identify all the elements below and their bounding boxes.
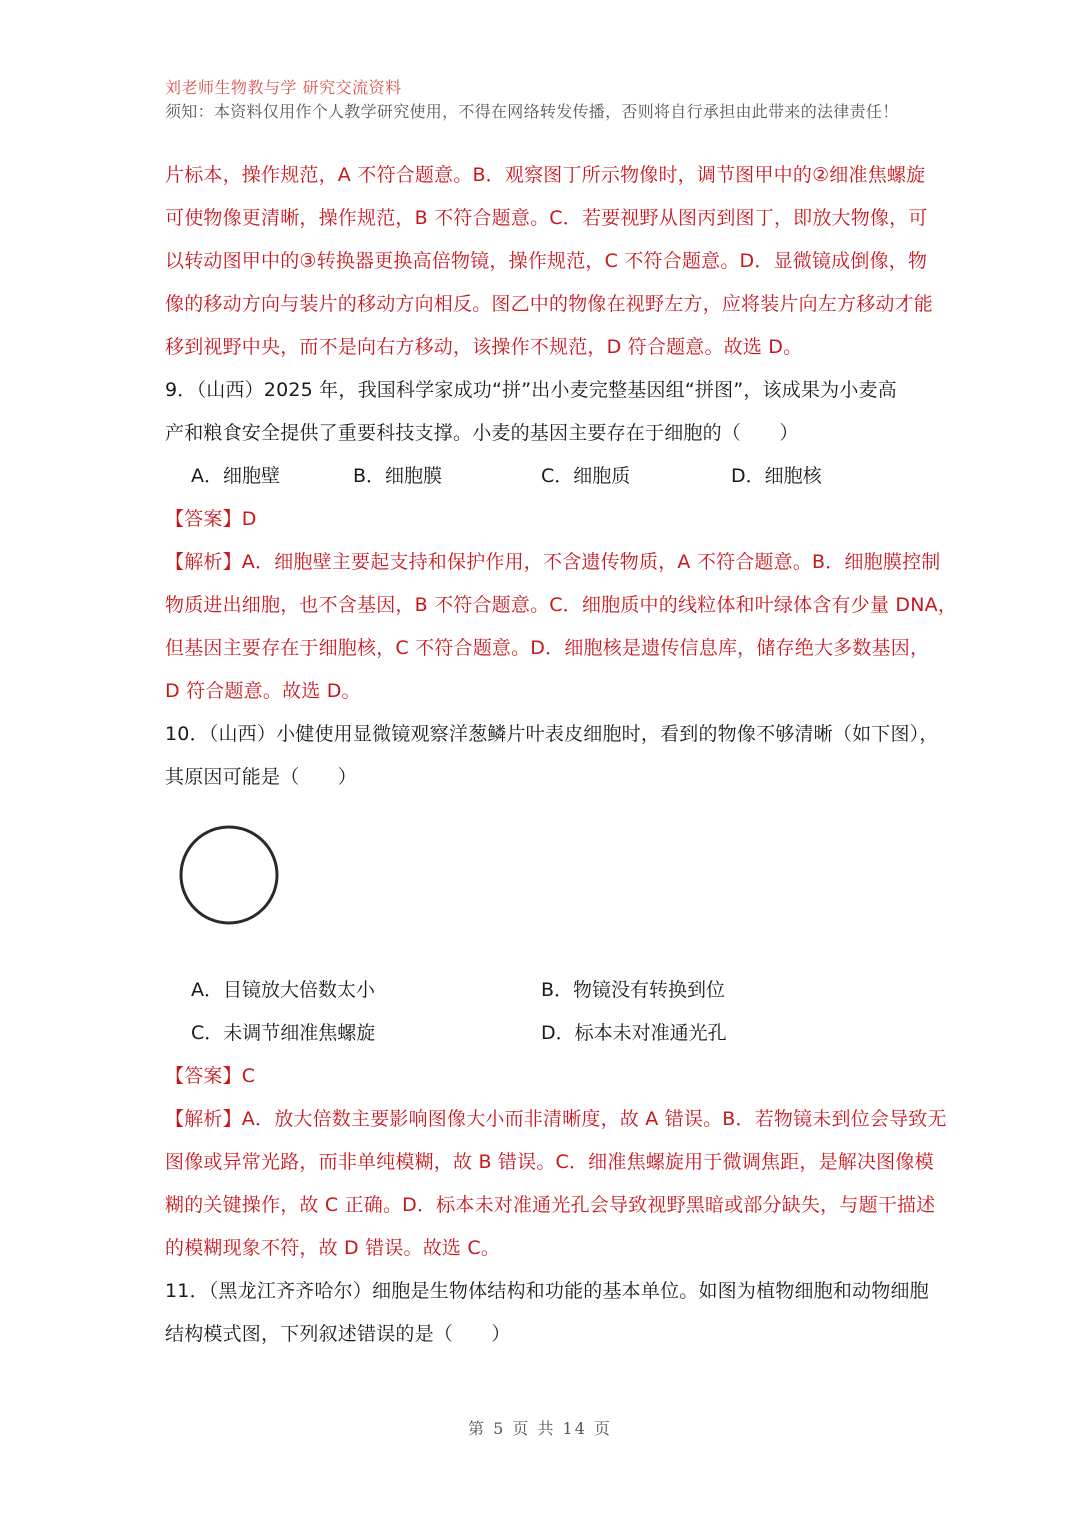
analysis-line: 【解析】A．放大倍数主要影响图像大小而非清晰度，故 A 错误。B．若物镜未到位会导致无 xyxy=(165,1108,947,1130)
header-brand: 刘老师生物教与学 研究交流资料 xyxy=(165,78,402,97)
analysis-line: D 符合题意。故选 D。 xyxy=(165,680,361,702)
analysis-line: 片标本，操作规范，A 不符合题意。B．观察图丁所示物像时，调节图甲中的②细准焦螺旋 xyxy=(165,164,926,186)
question-stem: 10．（山西）小健使用显微镜观察洋葱鳞片叶表皮细胞时，看到的物像不够清晰（如下图）， xyxy=(165,723,939,745)
option-d: D．细胞核 xyxy=(731,465,822,487)
question-stem: 其原因可能是（ ） xyxy=(165,766,358,788)
answer: 【答案】D xyxy=(165,508,257,530)
page-number: 第 5 页 共 14 页 xyxy=(468,1419,612,1438)
question-stem: 11．（黑龙江齐齐哈尔）细胞是生物体结构和功能的基本单位。如图为植物细胞和动物细胞 xyxy=(165,1280,929,1302)
option-a: A．细胞壁 xyxy=(191,465,280,487)
analysis-line: 图像或异常光路，而非单纯模糊，故 B 错误。C．细准焦螺旋用于微调焦距，是解决图像模 xyxy=(165,1151,934,1173)
analysis-line: 以转动图甲中的③转换器更换高倍物镜，操作规范，C 不符合题意。D．显微镜成倒像，物 xyxy=(165,250,928,272)
analysis-line: 物质进出细胞，也不含基因，B 不符合题意。C．细胞质中的线粒体和叶绿体含有少量 DNA， xyxy=(165,594,958,616)
analysis-line: 【解析】A．细胞壁主要起支持和保护作用，不含遗传物质，A 不符合题意。B．细胞膜控制 xyxy=(165,551,941,573)
page-header xyxy=(165,76,925,124)
option-d: D．标本未对准通光孔 xyxy=(541,1022,727,1044)
analysis-line: 移到视野中央，而不是向右方移动，该操作不规范，D 符合题意。故选 D。 xyxy=(165,336,803,358)
option-c: C．未调节细准焦螺旋 xyxy=(191,1022,376,1044)
options-row xyxy=(165,1012,925,1055)
analysis-line: 的模糊现象不符，故 D 错误。故选 C。 xyxy=(165,1237,501,1259)
options-row xyxy=(165,455,925,498)
page-content xyxy=(165,154,958,1356)
microscope-field-circle-icon xyxy=(177,823,287,933)
header-notice: 须知：本资料仅用作个人教学研究使用，不得在网络转发传播，否则将自行承担由此带来的法律责任！ xyxy=(165,102,899,121)
options-row xyxy=(165,969,925,1012)
analysis-line: 糊的关键操作，故 C 正确。D．标本未对准通光孔会导致视野黑暗或部分缺失，与题干描述 xyxy=(165,1194,936,1216)
analysis-line: 像的移动方向与装片的移动方向相反。图乙中的物像在视野左方，应将装片向左方移动才能 xyxy=(165,293,934,315)
question-stem: 9．（山西）2025 年，我国科学家成功“拼”出小麦完整基因组“拼图”，该成果为小麦高 xyxy=(165,379,897,401)
answer: 【答案】C xyxy=(165,1065,256,1087)
blurry-view-figure xyxy=(165,799,925,969)
option-a: A．目镜放大倍数太小 xyxy=(191,979,375,1001)
option-c: C．细胞质 xyxy=(541,465,631,487)
question-stem: 结构模式图，下列叙述错误的是（ ） xyxy=(165,1323,511,1345)
analysis-line: 可使物像更清晰，操作规范，B 不符合题意。C．若要视野从图丙到图丁，即放大物像，可 xyxy=(165,207,928,229)
analysis-line: 但基因主要存在于细胞核，C 不符合题意。D．细胞核是遗传信息库，储存绝大多数基因， xyxy=(165,637,930,659)
option-b: B．物镜没有转换到位 xyxy=(541,979,726,1001)
option-b: B．细胞膜 xyxy=(353,465,443,487)
question-stem: 产和粮食安全提供了重要科技支撑。小麦的基因主要存在于细胞的（ ） xyxy=(165,422,799,444)
